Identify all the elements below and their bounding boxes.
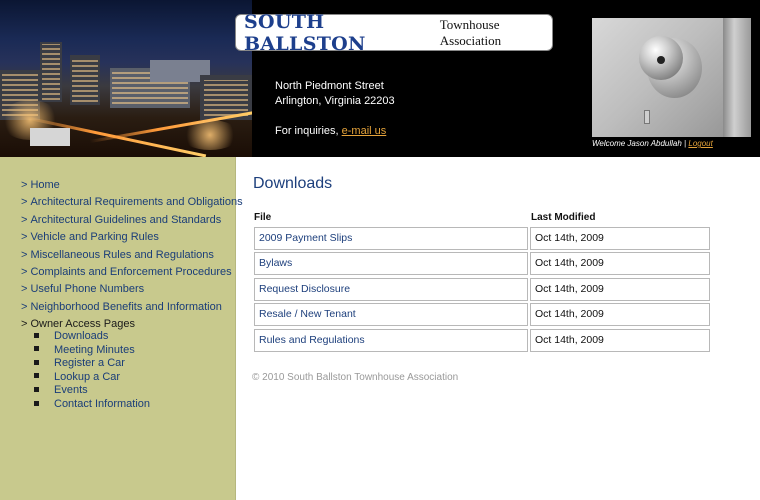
last-modified-cell: Oct 14th, 2009 xyxy=(530,303,710,326)
last-modified-cell: Oct 14th, 2009 xyxy=(530,252,710,275)
sidebar-item-phone-numbers[interactable] xyxy=(21,281,243,298)
square-bullet-icon xyxy=(34,333,39,338)
sidebar-item-label: Architectural Requirements and Obligations xyxy=(30,196,243,209)
file-link[interactable]: Request Disclosure xyxy=(254,278,528,301)
logo-sub-text: Townhouse Association xyxy=(439,16,502,48)
city-night-photo xyxy=(0,0,252,157)
sidebar-item-label: Home xyxy=(30,179,60,191)
door-knob-photo xyxy=(592,18,751,137)
subnav-item-label: Events xyxy=(54,384,88,397)
sidebar-item-neighborhood-benefits[interactable] xyxy=(21,299,243,316)
square-bullet-icon xyxy=(34,387,39,392)
table-row xyxy=(254,303,710,326)
table-row xyxy=(254,252,710,275)
nav-arrow-icon: > xyxy=(21,265,28,278)
sidebar-item-label: Vehicle and Parking Rules xyxy=(30,231,159,244)
last-modified-cell: Oct 14th, 2009 xyxy=(530,329,710,352)
sidebar xyxy=(0,157,243,500)
last-modified-cell: Oct 14th, 2009 xyxy=(530,227,710,250)
sidebar-item-home[interactable] xyxy=(21,177,243,194)
owner-subnav xyxy=(34,330,150,412)
inquiries-line xyxy=(275,124,395,139)
copyright-footer: © 2010 South Ballston Townhouse Association xyxy=(252,372,459,383)
sidebar-item-label: Neighborhood Benefits and Information xyxy=(30,300,222,313)
square-bullet-icon xyxy=(34,373,39,378)
sidebar-item-vehicle-parking[interactable] xyxy=(21,229,243,246)
sidebar-item-label: Miscellaneous Rules and Regulations xyxy=(30,248,214,261)
logout-link[interactable]: Logout xyxy=(688,139,713,148)
subnav-item-lookup-car[interactable] xyxy=(34,371,150,385)
sidebar-item-label: Useful Phone Numbers xyxy=(30,283,145,296)
table-row xyxy=(254,278,710,301)
subnav-item-register-car[interactable] xyxy=(34,357,150,371)
nav-arrow-icon: > xyxy=(21,231,28,244)
sidebar-item-label: Architectural Guidelines and Standards xyxy=(30,213,222,226)
table-row xyxy=(254,227,710,250)
square-bullet-icon xyxy=(34,346,39,351)
subnav-item-meeting-minutes[interactable] xyxy=(34,344,150,358)
subnav-item-label: Contact Information xyxy=(54,397,150,410)
sidebar-item-architectural-requirements[interactable] xyxy=(21,194,243,211)
file-link[interactable]: Rules and Regulations xyxy=(254,329,528,352)
sidebar-item-complaints[interactable] xyxy=(21,264,243,281)
sidebar-item-label: Owner Access Pages xyxy=(30,318,135,331)
subnav-item-contact-info[interactable] xyxy=(34,398,150,412)
file-link[interactable]: Bylaws xyxy=(254,252,528,275)
subnav-item-events[interactable] xyxy=(34,384,150,398)
page-title: Downloads xyxy=(253,175,333,192)
file-link[interactable]: 2009 Payment Slips xyxy=(254,227,528,250)
nav-arrow-icon: > xyxy=(21,283,28,296)
address-street: North Piedmont Street xyxy=(275,80,384,92)
column-header-last-modified: Last Modified xyxy=(531,212,596,223)
nav-arrow-icon: > xyxy=(21,213,28,226)
file-link[interactable]: Resale / New Tenant xyxy=(254,303,528,326)
square-bullet-icon xyxy=(34,401,39,406)
inquiries-prefix: For inquiries, xyxy=(275,125,339,137)
address-city: Arlington, Virginia 22203 xyxy=(275,95,395,107)
subnav-item-label: Downloads xyxy=(54,330,109,342)
last-modified-cell: Oct 14th, 2009 xyxy=(530,278,710,301)
subnav-item-downloads[interactable] xyxy=(34,330,150,344)
contact-address xyxy=(275,79,395,139)
logo-main-text: SOUTH BALLSTON xyxy=(244,10,366,55)
nav-arrow-icon: > xyxy=(21,318,28,331)
email-us-link[interactable]: e-mail us xyxy=(341,125,387,137)
site-logo[interactable] xyxy=(235,10,553,55)
column-header-file: File xyxy=(254,212,272,223)
table-row xyxy=(254,329,710,352)
sidebar-item-architectural-guidelines[interactable] xyxy=(21,212,243,229)
subnav-item-label: Lookup a Car xyxy=(54,370,121,383)
sidebar-item-label: Complaints and Enforcement Procedures xyxy=(30,265,232,278)
site-header xyxy=(0,0,760,157)
nav-arrow-icon: > xyxy=(21,300,28,313)
nav-arrow-icon: > xyxy=(21,179,28,191)
sidebar-item-misc-rules[interactable] xyxy=(21,247,243,264)
welcome-bar xyxy=(592,139,713,148)
welcome-text: Welcome Jason Abdullah | xyxy=(592,139,687,148)
sidebar-nav xyxy=(21,177,243,334)
square-bullet-icon xyxy=(34,360,39,365)
nav-arrow-icon: > xyxy=(21,248,28,261)
nav-arrow-icon: > xyxy=(21,196,28,209)
subnav-item-label: Register a Car xyxy=(54,357,125,370)
subnav-item-label: Meeting Minutes xyxy=(54,343,135,356)
